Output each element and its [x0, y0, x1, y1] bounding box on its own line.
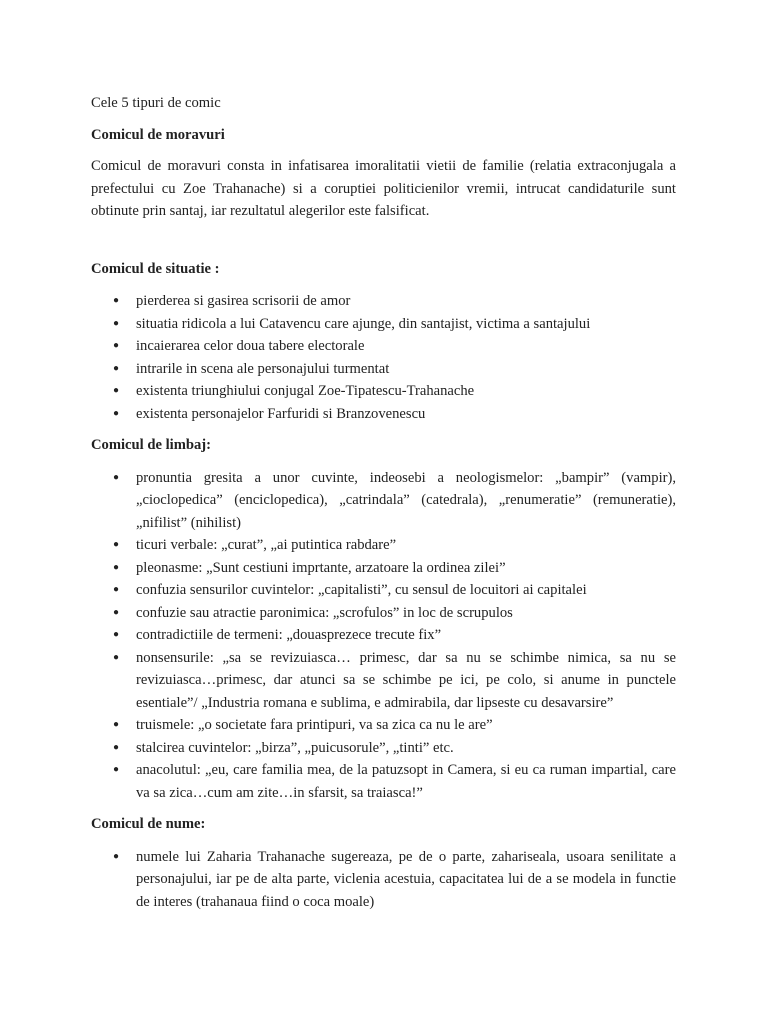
- list-item: ● confuzia sensurilor cuvintelor: „capitalisti”, cu sensul de locuitori ai capitalei: [91, 579, 676, 602]
- section-comicul-de-moravuri: [91, 124, 676, 223]
- list-item: ● existenta personajelor Farfuridi si Branzovenescu: [91, 403, 676, 426]
- section-heading: Comicul de limbaj:: [91, 437, 211, 453]
- document-title: Cele 5 tipuri de comic: [91, 95, 221, 111]
- bullet-list: [91, 467, 676, 805]
- list-item: ● pierderea si gasirea scrisorii de amor: [91, 290, 676, 313]
- section-heading: Comicul de situatie :: [91, 260, 220, 277]
- list-item: ● nonsensurile: „sa se revizuiasca… primesc, dar sa nu se schimbe nimica, sa nu se revizuiasca…primesc, dar atunci sa se schimbe pe ici, pe colo, si anume in punctele esentiale”/ „Industria romana e sublima, e admirabila, dar lipseste cu desavarsire”: [91, 647, 676, 715]
- list-item: ● stalcirea cuvintelor: „birza”, „puicusorule”, „tinti” etc.: [91, 737, 676, 760]
- list-item: ● truismele: „o societate fara printipuri, va sa zica ca nu le are”: [91, 714, 676, 737]
- list-item: ● anacolutul: „eu, care familia mea, de la patuzsopt in Camera, si eu ca ruman impartial, care va sa zica…cum am zite…in sfarsit, sa traiasca!”: [91, 759, 676, 804]
- section-comicul-de-nume: [91, 813, 676, 913]
- section-comicul-de-situatie: [91, 258, 676, 426]
- bullet-list: [91, 290, 676, 425]
- list-item: ● existenta triunghiului conjugal Zoe-Tipatescu-Trahanache: [91, 380, 676, 403]
- list-item: ● intrarile in scena ale personajului turmentat: [91, 358, 676, 381]
- bullet-list: [91, 846, 676, 914]
- section-heading: Comicul de nume:: [91, 816, 206, 832]
- document-page: [91, 92, 676, 913]
- list-item: ● numele lui Zaharia Trahanache sugereaza, pe de o parte, zahariseala, usoara senilitate a personajului, iar pe de alta parte, viclenia acestuia, capacitatea lui de a se modela in functie de interes (trahanaua fiind o coca moale): [91, 846, 676, 914]
- list-item: ● situatia ridicola a lui Catavencu care ajunge, din santajist, victima a santajului: [91, 313, 676, 336]
- section-comicul-de-limbaj: [91, 434, 676, 804]
- section-paragraph: Comicul de moravuri consta in infatisarea imoralitatii vietii de familie (relatia extraconjugala a prefectului cu Zoe Trahanache) si a coruptiei politicienilor vremii, intrucat candidaturile sunt obtinute prin santaj, iar rezultatul alegerilor este falsificat.: [91, 158, 676, 219]
- list-item: ● incaierarea celor doua tabere electorale: [91, 335, 676, 358]
- list-item: ● contradictiile de termeni: „douasprezece trecute fix”: [91, 624, 676, 647]
- list-item: ● pleonasme: „Sunt cestiuni imprtante, arzatoare la ordinea zilei”: [91, 557, 676, 580]
- list-item: ● confuzie sau atractie paronimica: „scrofulos” in loc de scrupulos: [91, 602, 676, 625]
- list-item: ● pronuntia gresita a unor cuvinte, indeosebi a neologismelor: „bampir” (vampir), „cioclopedica” (enciclopedica), „catrindala” (catedrala), „renumeratie” (remuneratie), „nifilist” (nihilist): [91, 467, 676, 535]
- list-item: ● ticuri verbale: „curat”, „ai putintica rabdare”: [91, 534, 676, 557]
- section-heading: Comicul de moravuri: [91, 126, 225, 143]
